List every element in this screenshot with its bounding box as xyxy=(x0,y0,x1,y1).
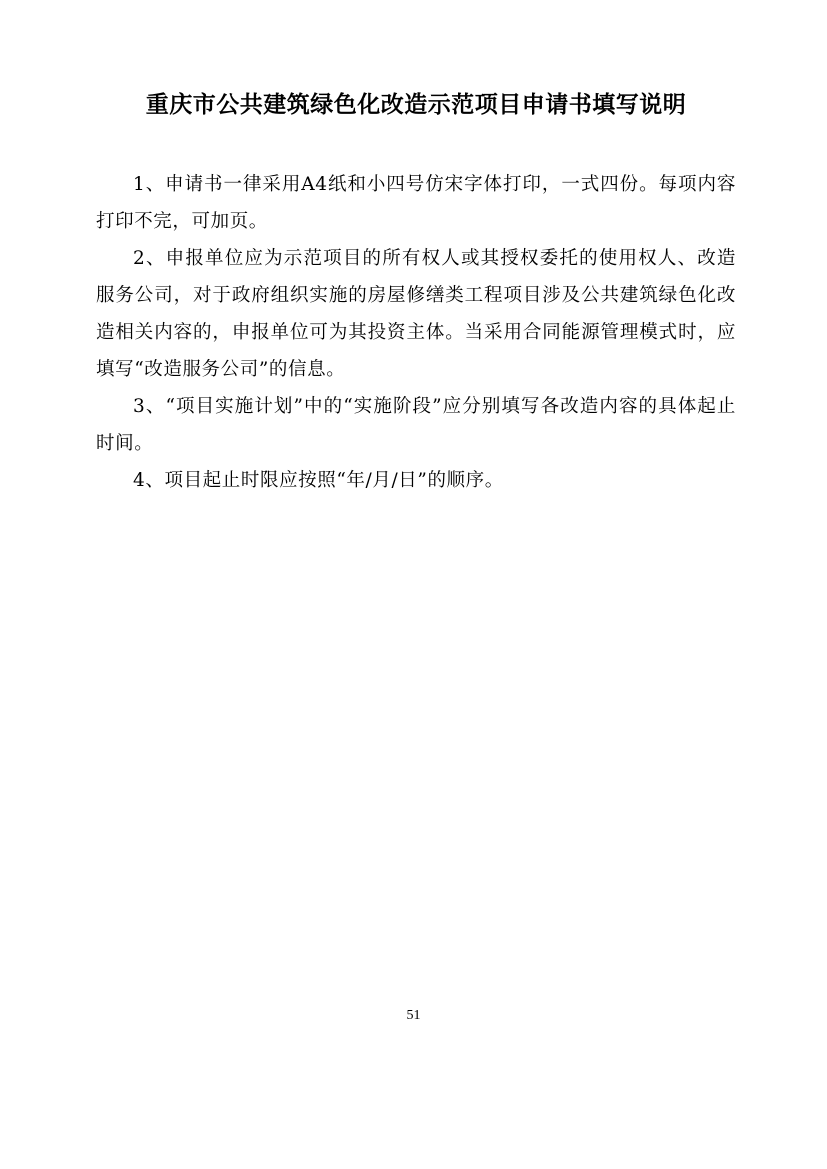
instruction-paragraph-3: 3、“项目实施计划”中的“实施阶段”应分别填写各改造内容的具体起止时间。 xyxy=(96,396,736,454)
instruction-paragraph-1: 1、申请书一律采用A4纸和小四号仿宋字体打印，一式四份。每项内容打印不完，可加页。 xyxy=(96,174,736,232)
page-title: 重庆市公共建筑绿色化改造示范项目申请书填写说明 xyxy=(145,92,687,118)
document-body xyxy=(96,88,736,499)
instruction-paragraph-4: 4、项目起止时限应按照“年/月/日”的顺序。 xyxy=(133,470,504,491)
instruction-paragraph-2: 2、申报单位应为示范项目的所有权人或其授权委托的使用权人、改造服务公司，对于政府组织实施的房屋修缮类工程项目涉及公共建筑绿色化改造相关内容的，申报单位可为其投资主体。当采用合同能源管理模式时，应填写“改造服务公司”的信息。 xyxy=(96,248,736,380)
page-number: 51 xyxy=(406,1008,421,1023)
